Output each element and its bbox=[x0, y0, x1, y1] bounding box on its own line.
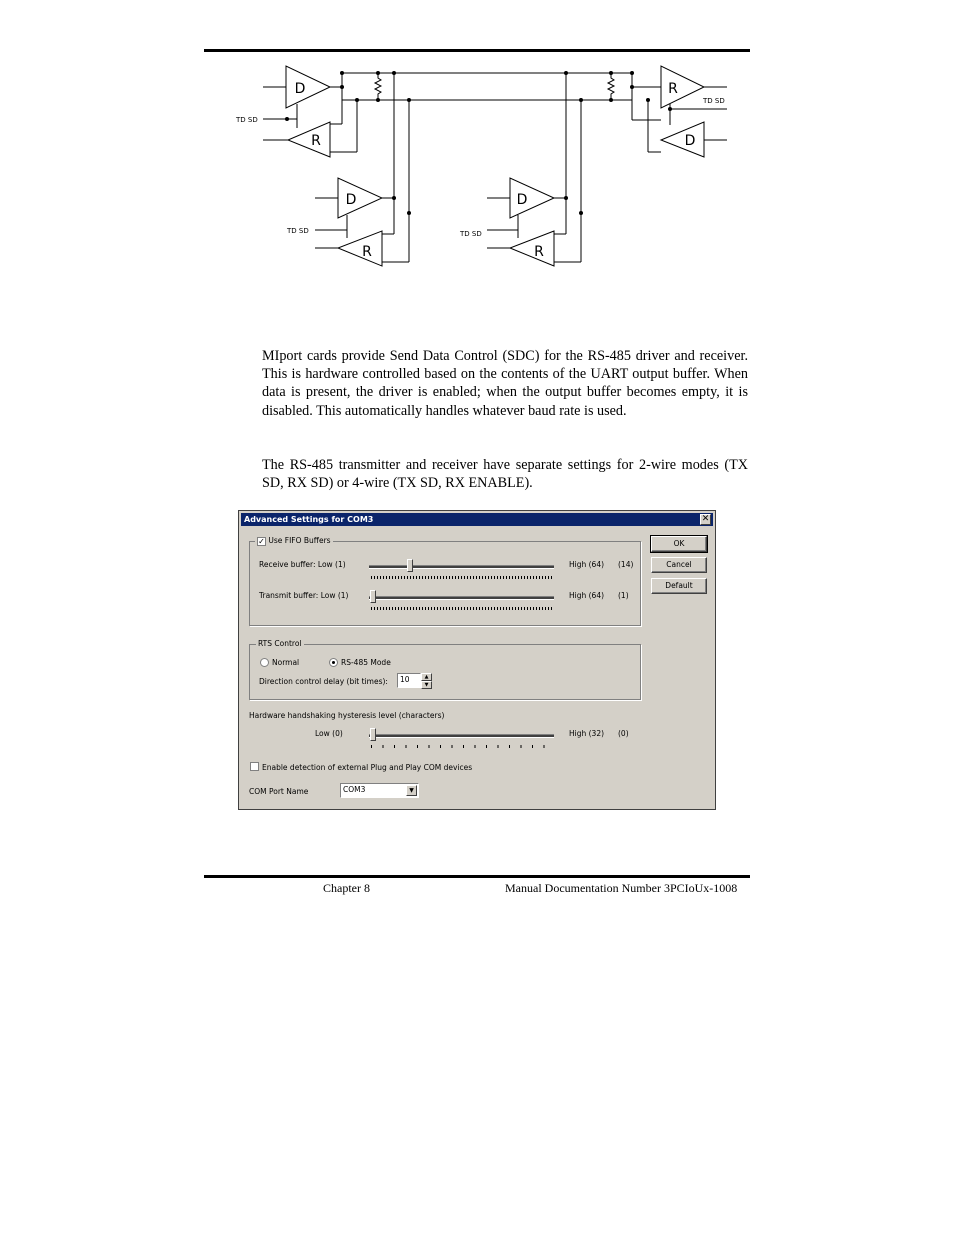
receive-buffer-label: Receive buffer: Low (1) bbox=[259, 560, 346, 569]
footer-chapter: Chapter 8 bbox=[323, 881, 370, 895]
txd-label: TD SD bbox=[460, 230, 482, 238]
footer-rule bbox=[204, 875, 750, 878]
chevron-down-icon[interactable]: ▼ bbox=[406, 785, 417, 796]
direction-delay-label: Direction control delay (bit times): bbox=[259, 677, 388, 686]
close-icon[interactable]: ✕ bbox=[701, 514, 710, 524]
hysteresis-ticks bbox=[371, 745, 555, 748]
receiver-label: R bbox=[534, 244, 544, 260]
hysteresis-value: (0) bbox=[618, 729, 629, 738]
txd-label: TD SD bbox=[236, 116, 258, 124]
driver-label: D bbox=[684, 133, 696, 149]
rts-control-label: RTS Control bbox=[258, 639, 302, 648]
default-button[interactable]: Default bbox=[651, 578, 707, 594]
direction-delay-spinner[interactable] bbox=[421, 673, 432, 689]
cancel-button[interactable]: Cancel bbox=[651, 557, 707, 573]
txd-label: TD SD bbox=[287, 227, 309, 235]
com-port-name-select[interactable] bbox=[340, 783, 419, 798]
footer-doc-number: Manual Documentation Number 3PCIoUx-1008 bbox=[505, 881, 738, 895]
receiver-label: R bbox=[311, 133, 321, 149]
rs485-network-diagram bbox=[230, 58, 730, 278]
hysteresis-high-label: High (32) bbox=[569, 729, 605, 738]
hysteresis-low-label: Low (0) bbox=[315, 729, 343, 738]
transmit-buffer-label: Transmit buffer: Low (1) bbox=[259, 591, 349, 600]
txd-label: TD SD bbox=[703, 97, 725, 105]
pnp-detection-label: Enable detection of external Plug and Play COM devices bbox=[262, 763, 473, 772]
hysteresis-slider[interactable] bbox=[370, 728, 376, 741]
normal-radio[interactable] bbox=[260, 658, 269, 667]
use-fifo-label: Use FIFO Buffers bbox=[268, 536, 331, 545]
dialog-title: Advanced Settings for COM3 bbox=[244, 515, 374, 524]
rts-control-group bbox=[249, 644, 641, 700]
body-paragraph: MIport cards provide Send Data Control (SDC) for the RS-485 driver and receiver. This is hardware controlled based on the contents of the UART output buffer. When data is present, the driver is enabled; when the output buffer becomes empty, it is disabled. This automatically handles whatever baud rate is used. bbox=[262, 348, 748, 419]
ok-button[interactable]: OK bbox=[651, 536, 707, 552]
advanced-settings-dialog bbox=[238, 510, 716, 810]
receive-buffer-value: (14) bbox=[618, 560, 634, 569]
receive-buffer-ticks bbox=[371, 576, 554, 579]
driver-label: D bbox=[345, 192, 357, 208]
receive-buffer-slider[interactable] bbox=[407, 559, 413, 572]
transmit-buffer-value: (1) bbox=[618, 591, 629, 600]
transmit-buffer-track bbox=[369, 596, 554, 600]
hysteresis-label: Hardware handshaking hysteresis level (characters) bbox=[249, 711, 445, 720]
fifo-group bbox=[249, 541, 641, 626]
com-port-name-value: COM3 bbox=[343, 785, 366, 794]
fifo-group-header bbox=[255, 536, 333, 546]
transmit-buffer-ticks bbox=[371, 607, 554, 610]
spin-up-icon[interactable]: ▲ bbox=[421, 673, 432, 681]
receiver-label: R bbox=[668, 81, 678, 97]
receive-buffer-track bbox=[369, 565, 554, 569]
driver-label: D bbox=[516, 192, 528, 208]
header-rule bbox=[204, 49, 750, 52]
rs485-mode-radio[interactable] bbox=[329, 658, 338, 667]
rs485-mode-label: RS-485 Mode bbox=[341, 658, 391, 667]
com-port-name-label: COM Port Name bbox=[249, 787, 309, 796]
body-paragraph: The RS-485 transmitter and receiver have separate settings for 2-wire modes (TX SD, RX SD) or 4-wire (TX SD, RX ENABLE). bbox=[262, 457, 748, 492]
pnp-detection-checkbox[interactable] bbox=[250, 762, 259, 771]
driver-label: D bbox=[294, 81, 306, 97]
transmit-buffer-high: High (64) bbox=[569, 591, 605, 600]
dialog-titlebar bbox=[241, 513, 713, 526]
normal-radio-label: Normal bbox=[272, 658, 300, 667]
hysteresis-track bbox=[369, 734, 554, 738]
spin-down-icon[interactable]: ▼ bbox=[421, 681, 432, 689]
direction-delay-input[interactable]: 10 bbox=[397, 673, 421, 688]
transmit-buffer-slider[interactable] bbox=[370, 590, 376, 603]
use-fifo-checkbox[interactable]: ✓ bbox=[258, 536, 265, 546]
receive-buffer-high: High (64) bbox=[569, 560, 605, 569]
receiver-label: R bbox=[362, 244, 372, 260]
